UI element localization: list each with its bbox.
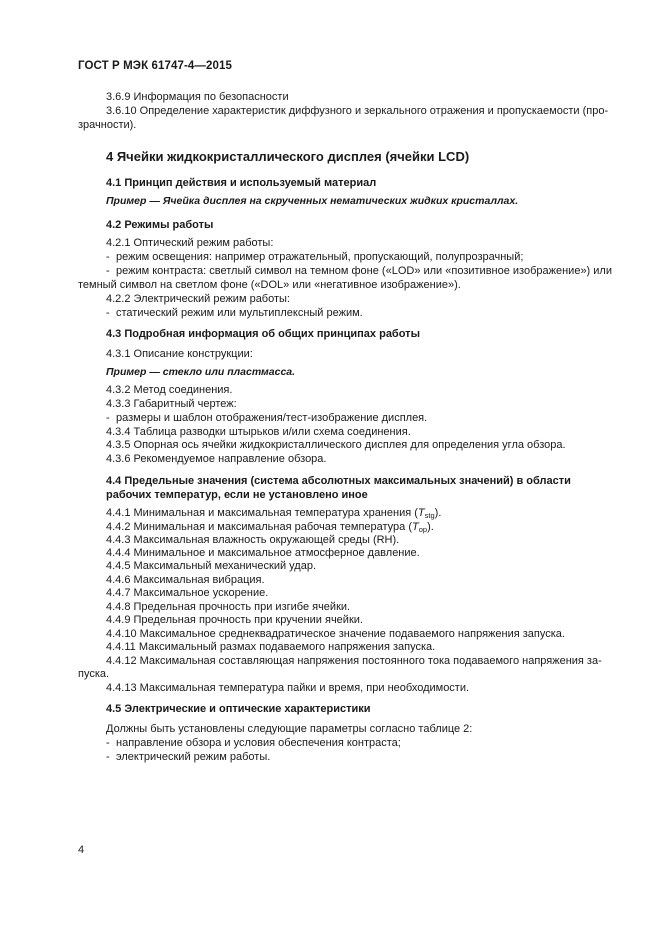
section-4-3-heading: 4.3 Подробная информация об общих принципах работы [106, 328, 420, 340]
clause-4-2-2: 4.2.2 Электрический режим работы: [106, 293, 290, 305]
document-header: ГОСТ Р МЭК 61747-4—2015 [78, 60, 232, 72]
clause-4-3-2: 4.3.2 Метод соединения. [106, 384, 233, 396]
clause-4-4-11: 4.4.11 Максимальный размах подаваемого напряжения запуска. [106, 641, 436, 653]
list-item: - размеры и шаблон отображения/тест-изображение дисплея. [106, 412, 428, 424]
clause-3-6-9: 3.6.9 Информация по безопасности [106, 91, 289, 103]
clause-4-3-1: 4.3.1 Описание конструкции: [106, 348, 253, 360]
clause-4-4-7: 4.4.7 Максимальное ускорение. [106, 587, 269, 599]
list-item-cont: темный символ на светлом фоне («DOL» или «негативное изображение»). [78, 279, 461, 291]
clause-3-6-10-cont: зрачности). [78, 119, 137, 131]
clause-4-3-3: 4.3.3 Габаритный чертеж: [106, 398, 237, 410]
clause-4-3-4: 4.3.4 Таблица разводки штырьков и/или схема соединения. [106, 426, 411, 438]
clause-4-4-6: 4.4.6 Максимальная вибрация. [106, 574, 265, 586]
list-item: - режим освещения: например отражательный, пропускающий, полупрозрачный; [106, 251, 524, 263]
clause-4-4-2: 4.4.2 Минимальная и максимальная рабочая температура $(T_{op})$. [106, 521, 434, 534]
clause-4-4-13: 4.4.13 Максимальная температура пайки и время, при необходимости. [106, 682, 470, 694]
clause-4-3-5: 4.3.5 Опорная ось ячейки жидкокристаллического дисплея для определения угла обзора. [106, 439, 566, 451]
clause-4-4-1: 4.4.1 Минимальная и максимальная температура хранения $(T_{stg})$. [106, 507, 442, 520]
clause-4-4-9: 4.4.9 Предельная прочность при кручении ячейки. [106, 614, 363, 626]
clause-4-4-12-cont: пуска. [78, 668, 110, 680]
list-item: - статический режим или мультиплексный режим. [106, 307, 363, 319]
section-4-5-heading: 4.5 Электрические и оптические характеристики [106, 703, 371, 715]
clause-4-4-5: 4.4.5 Максимальный механический удар. [106, 560, 317, 572]
section-4-4-heading-cont: рабочих температур, если не установлено иное [106, 489, 368, 501]
section-4-2-heading: 4.2 Режимы работы [106, 219, 214, 231]
page-number: 4 [78, 844, 85, 856]
clause-4-4-3: 4.4.3 Максимальная влажность окружающей среды (RH). [106, 534, 400, 546]
section-4-1-heading: 4.1 Принцип действия и используемый материал [106, 177, 377, 189]
clause-4-5-intro: Должны быть установлены следующие параметры согласно таблице 2: [106, 723, 473, 735]
clause-4-4-12: 4.4.12 Максимальная составляющая напряжения постоянного тока подаваемого напряжения за- [106, 655, 602, 667]
clause-4-4-8: 4.4.8 Предельная прочность при изгибе ячейки. [106, 601, 351, 613]
list-item: - электрический режим работы. [106, 751, 271, 763]
clause-4-4-4: 4.4.4 Минимальное и максимальное атмосферное давление. [106, 547, 420, 559]
example-4-1: Пример — Ячейка дисплея на скрученных нематических жидких кристаллах. [106, 195, 519, 207]
clause-3-6-10: 3.6.10 Определение характеристик диффузного и зеркального отражения и пропускаемости (про- [106, 105, 609, 117]
section-4-4-heading: 4.4 Предельные значения (система абсолютных максимальных значений) в области [106, 475, 571, 487]
list-item: - направление обзора и условия обеспечения контраста; [106, 737, 401, 749]
clause-4-2-1: 4.2.1 Оптический режим работы: [106, 237, 274, 249]
section-4-heading: 4 Ячейки жидкокристаллического дисплея (ячейки LCD) [106, 149, 470, 164]
clause-4-4-10: 4.4.10 Максимальное среднеквадратическое значение подаваемого напряжения запуска. [106, 628, 565, 640]
list-item: - режим контраста: светлый символ на темном фоне («LOD» или «позитивное изображение») или [106, 265, 612, 277]
clause-4-3-6: 4.3.6 Рекомендуемое направление обзора. [106, 453, 327, 465]
example-4-3-1: Пример — стекло или пластмасса. [106, 366, 296, 378]
